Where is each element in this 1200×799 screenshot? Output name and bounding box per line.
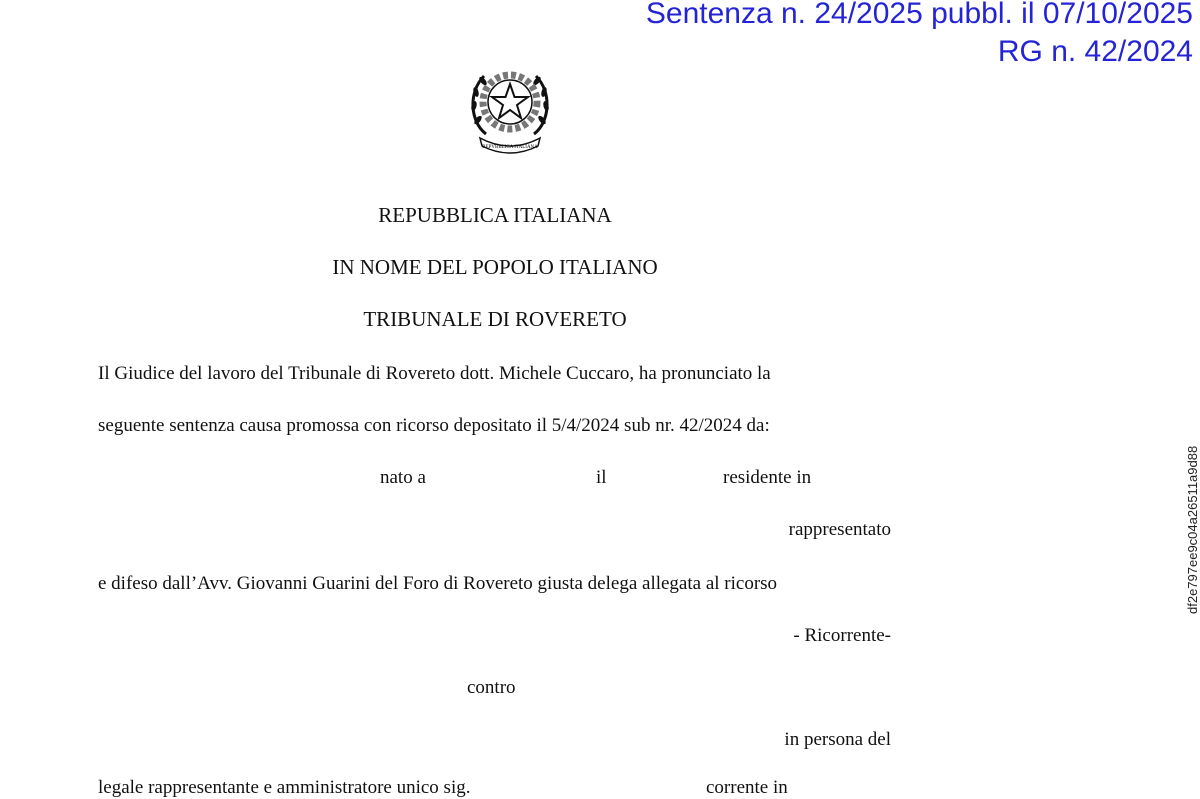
registered-office-text: corrente in (706, 777, 788, 798)
defended-by-text: e difeso dall’Avv. Giovanni Guarini del Foro di Rovereto giusta delega allegata al ricorso (98, 573, 778, 594)
document-hash-code: df2e797ee9c04a26511a9d88 (1185, 445, 1200, 614)
represented-text: rappresentato (788, 519, 891, 540)
emblem-ribbon-text: REPVBBLICA ITALIANA (482, 145, 538, 150)
heading-republic: REPUBBLICA ITALIANA (378, 203, 612, 227)
paragraph-line: seguente sentenza causa promossa con ricorso depositato il 5/4/2024 sub nr. 42/2024 da: (98, 415, 770, 436)
legal-representative-text: legale rappresentante e amministratore unico sig. (98, 777, 471, 798)
heading-court: TRIBUNALE DI ROVERETO (363, 307, 627, 331)
party-date-label: il (596, 467, 607, 488)
applicant-label: - Ricorrente- (793, 625, 891, 646)
heading-people: IN NOME DEL POPOLO ITALIANO (332, 255, 658, 279)
publication-stamp-line2: RG n. 42/2024 (997, 35, 1193, 68)
party-residence-label: residente in (723, 467, 812, 488)
versus-label: contro (467, 677, 516, 698)
in-person-text: in persona del (784, 729, 891, 750)
publication-stamp-line1: Sentenza n. 24/2025 pubbl. il 07/10/2025 (645, 0, 1193, 30)
paragraph-line: Il Giudice del lavoro del Tribunale di Rovereto dott. Michele Cuccaro, ha pronunciato la (98, 363, 771, 384)
emblem-of-italy-icon (466, 62, 554, 156)
party-born-label: nato a (380, 467, 426, 488)
